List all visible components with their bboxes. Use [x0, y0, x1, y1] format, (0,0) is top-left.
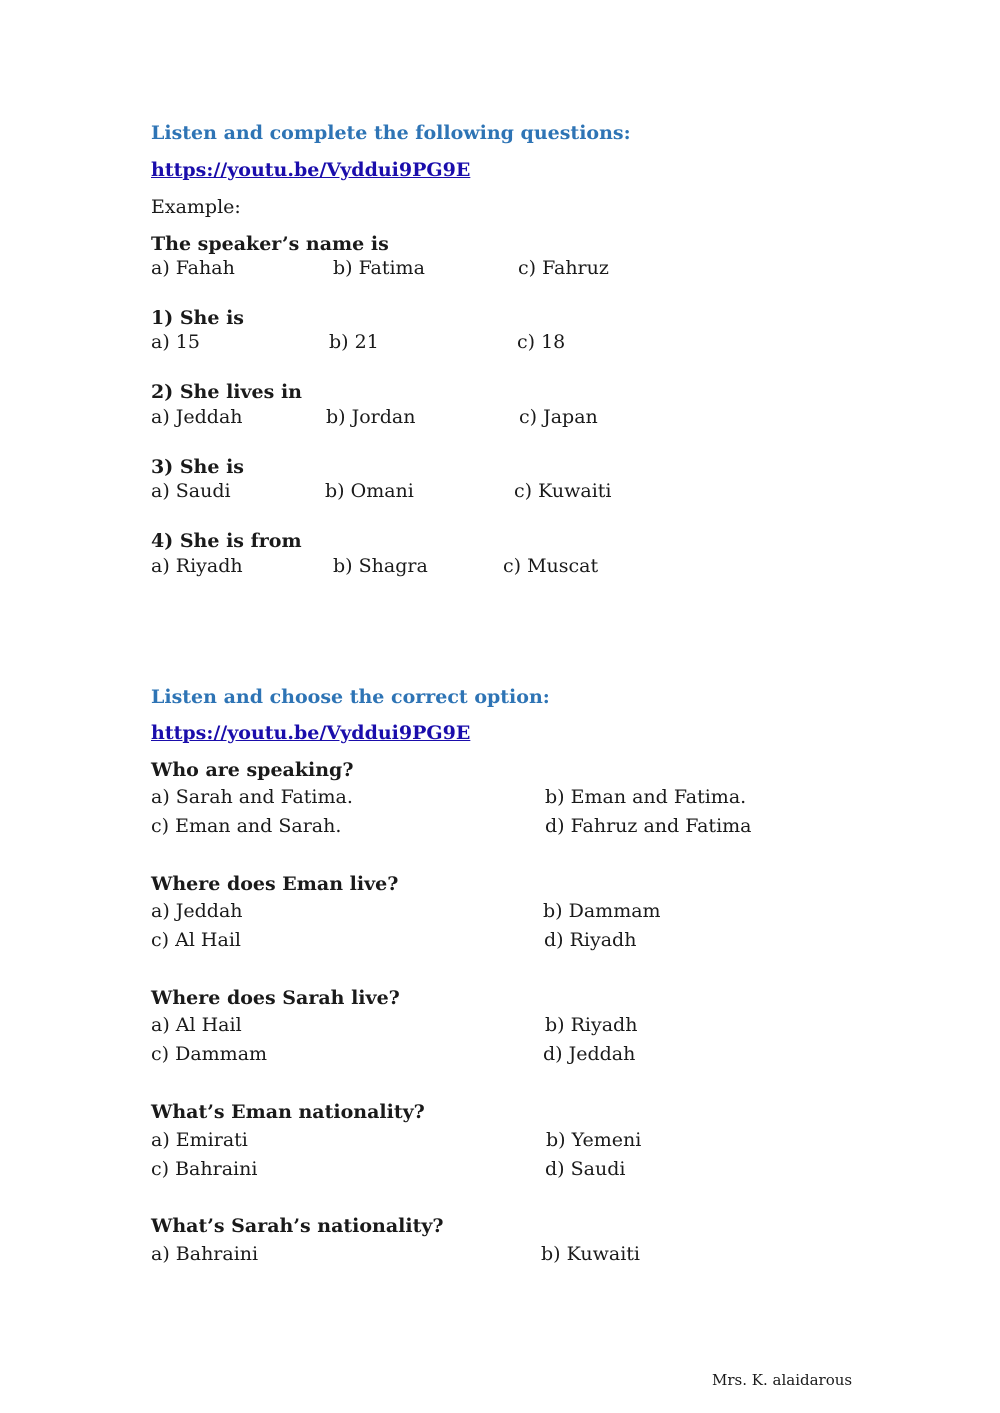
s2-q2-option-c: c) Al Hail [151, 929, 241, 951]
s2-q4-option-c: c) Bahraini [151, 1158, 258, 1180]
s2-q3-option-a: a) Al Hail [151, 1014, 242, 1036]
q2-question: 2) She lives in [151, 381, 302, 403]
q3-option-a: a) Saudi [151, 480, 231, 502]
q3-option-b: b) Omani [325, 480, 414, 502]
s2-q2-option-b: b) Dammam [543, 900, 661, 922]
s2-q1-option-d: d) Fahruz and Fatima [545, 815, 752, 837]
s2-q2-option-a: a) Jeddah [151, 900, 243, 922]
section1-video-link[interactable]: https://youtu.be/Vyddui9PG9E [151, 159, 471, 181]
q2-option-c: c) Japan [519, 406, 598, 428]
q2-option-b: b) Jordan [326, 406, 416, 428]
s2-q3-option-d: d) Jeddah [543, 1043, 636, 1065]
s2-q5-option-a: a) Bahraini [151, 1243, 259, 1265]
q1-option-c: c) 18 [517, 331, 566, 353]
example-option-b: b) Fatima [333, 257, 425, 279]
author-footer: Mrs. K. alaidarous [712, 1371, 853, 1389]
s2-q3-option-c: c) Dammam [151, 1043, 268, 1065]
section2-video-link[interactable]: https://youtu.be/Vyddui9PG9E [151, 722, 471, 744]
example-option-c: c) Fahruz [518, 257, 609, 279]
example-question: The speaker’s name is [151, 233, 389, 255]
q3-option-c: c) Kuwaiti [514, 480, 612, 502]
s2-q1-option-a: a) Sarah and Fatima. [151, 786, 353, 808]
s2-q2-question: Where does Eman live? [151, 873, 399, 895]
s2-q2-option-d: d) Riyadh [544, 929, 637, 951]
q1-question: 1) She is [151, 307, 244, 329]
s2-q5-option-b: b) Kuwaiti [541, 1243, 641, 1265]
q4-question: 4) She is from [151, 530, 302, 552]
q4-option-c: c) Muscat [503, 555, 599, 577]
s2-q4-option-a: a) Emirati [151, 1129, 248, 1151]
example-option-a: a) Fahah [151, 257, 235, 279]
section2-heading: Listen and choose the correct option: [151, 686, 550, 708]
s2-q5-question: What’s Sarah’s nationality? [151, 1215, 444, 1237]
s2-q1-option-c: c) Eman and Sarah. [151, 815, 342, 837]
s2-q4-option-b: b) Yemeni [546, 1129, 642, 1151]
s2-q4-option-d: d) Saudi [545, 1158, 626, 1180]
q4-option-b: b) Shagra [333, 555, 428, 577]
s2-q3-question: Where does Sarah live? [151, 987, 400, 1009]
section1-heading: Listen and complete the following questions: [151, 122, 631, 144]
q3-question: 3) She is [151, 456, 244, 478]
s2-q1-question: Who are speaking? [151, 759, 354, 781]
q1-option-a: a) 15 [151, 331, 200, 353]
example-label: Example: [151, 196, 241, 218]
q2-option-a: a) Jeddah [151, 406, 243, 428]
q4-option-a: a) Riyadh [151, 555, 243, 577]
s2-q4-question: What’s Eman nationality? [151, 1101, 425, 1123]
s2-q3-option-b: b) Riyadh [545, 1014, 638, 1036]
s2-q1-option-b: b) Eman and Fatima. [545, 786, 747, 808]
q1-option-b: b) 21 [329, 331, 379, 353]
